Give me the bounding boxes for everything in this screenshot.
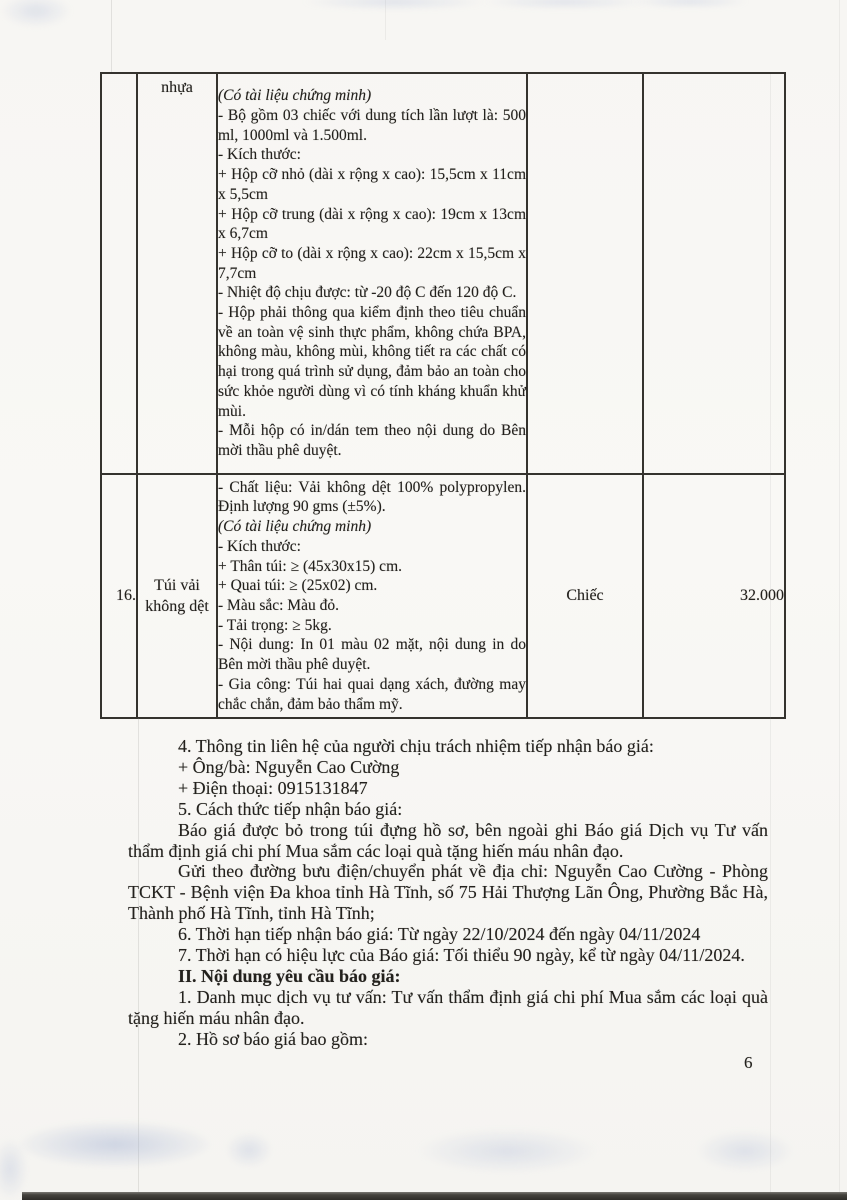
description-line: - Nhiệt độ chịu được: từ -20 độ C đến 120 độ C. [218,284,517,302]
cell-quantity: 32.000 [643,474,785,718]
description-line: - Chất liệu: Vải không dệt 100% polypropylen. Định lượng 90 gms (±5%). [218,478,526,516]
body-text-block [128,736,768,1050]
cell-quantity [643,73,785,474]
cell-unit [527,73,643,474]
description-line: - Kích thước: [218,146,301,164]
description-line: - Mỗi hộp có in/dán tem theo nội dung do Bên mời thầu phê duyệt. [218,422,526,459]
cell-description [217,73,527,474]
cell-row-number: 16. [101,474,137,718]
scan-smudge [225,1132,273,1168]
description-line: - Màu sắc: Màu đỏ. [218,597,339,614]
scan-smudge [630,0,750,8]
description-line: - Nội dung: In 01 màu 02 mặt, nội dung in do Bên mời thầu phê duyệt. [218,636,526,674]
cell-item-name: nhựa [137,73,217,474]
body-paragraph: 5. Cách thức tiếp nhận báo giá: [178,798,403,819]
cell-unit: Chiếc [527,474,643,718]
description-line: (Có tài liệu chứng minh) [218,518,372,536]
body-paragraph: Gửi theo đường bưu điện/chuyển phát về địa chỉ: Nguyễn Cao Cường - Phòng TCKT - Bệnh viện Đa khoa tỉnh Hà Tĩnh, số 75 Hải Thượng Lãn Ông, Phường Bắc Hà, Thành phố Hà Tĩnh, tỉnh Hà Tĩnh; [128,861,768,924]
description-line: + Quai túi: ≥ (25x02) cm. [218,577,378,595]
description-line: + Hộp cỡ to (dài x rộng x cao): 22cm x 15,5cm x 7,7cm [218,244,526,282]
cell-item-name: Túi vải không dệt [137,474,217,718]
scan-edge-bar [22,1192,847,1200]
table-row-16 [101,474,785,718]
scan-fold-line [839,0,840,1192]
body-paragraph: + Ông/bà: Nguyễn Cao Cường [178,756,400,777]
table-row-continued [101,73,785,474]
body-paragraph: 7. Thời hạn có hiệu lực của Báo giá: Tối thiểu 90 ngày, kể từ ngày 04/11/2024. [178,945,745,966]
scan-smudge [20,1122,210,1167]
body-paragraph: 6. Thời hạn tiếp nhận báo giá: Từ ngày 22/10/2024 đến ngày 04/11/2024 [178,924,701,945]
description-line: - Hộp phải thông qua kiểm định theo tiêu chuẩn về an toàn vệ sinh thực phẩm, không chứa BPA, không màu, không mùi, không tiết ra các chất có hại trong quá trình sử dụng, đảm bảo an toàn cho sức khỏe người dùng vì có tính kháng khuẩn khử mùi. [218,304,526,420]
body-paragraph: 1. Danh mục dịch vụ tư vấn: Tư vấn thẩm định giá chi phí Mua sắm các loại quà tặng hiến máu nhân đạo. [128,986,768,1028]
description-line: - Kích thước: [218,537,301,555]
description-line: + Hộp cỡ trung (dài x rộng x cao): 19cm x 13cm x 6,7cm [218,205,526,243]
items-table [100,72,786,719]
scan-smudge [480,0,650,9]
scan-smudge [695,1130,795,1172]
body-paragraph: 2. Hồ sơ báo giá bao gồm: [178,1028,368,1049]
section-heading: II. Nội dung yêu cầu báo giá: [178,965,401,986]
description-line: - Bộ gồm 03 chiếc với dung tích lần lượt là: 500 ml, 1000ml và 1.500ml. [218,107,526,144]
cell-row-number [101,73,137,474]
body-paragraph: Báo giá được bỏ trong túi đựng hồ sơ, bên ngoài ghi Báo giá Dịch vụ Tư vấn thẩm định giá chi phí Mua sắm các loại quà tặng hiến máu nhân đạo. [128,819,768,861]
scan-fold-line [385,0,386,40]
description-line: - Gia công: Túi hai quai dạng xách, đường may chắc chắn, đảm bảo thẩm mỹ. [218,675,526,713]
body-paragraph: + Điện thoại: 0915131847 [178,777,368,798]
cell-description [217,474,527,718]
description-line: (Có tài liệu chứng minh) [218,87,372,105]
body-paragraph: 4. Thông tin liên hệ của người chịu trách nhiệm tiếp nhận báo giá: [178,736,654,756]
page-number: 6 [744,1053,753,1072]
description-line: + Hộp cỡ nhỏ (dài x rộng x cao): 15,5cm x 11cm x 5,5cm [218,166,526,203]
scan-smudge [0,1138,28,1200]
description-line: - Tải trọng: ≥ 5kg. [218,616,332,634]
description-line: + Thân túi: ≥ (45x30x15) cm. [218,557,402,575]
scan-smudge [0,0,72,28]
scan-smudge [415,1128,600,1174]
scan-smudge [300,0,490,10]
scan-fold-line [111,0,112,72]
